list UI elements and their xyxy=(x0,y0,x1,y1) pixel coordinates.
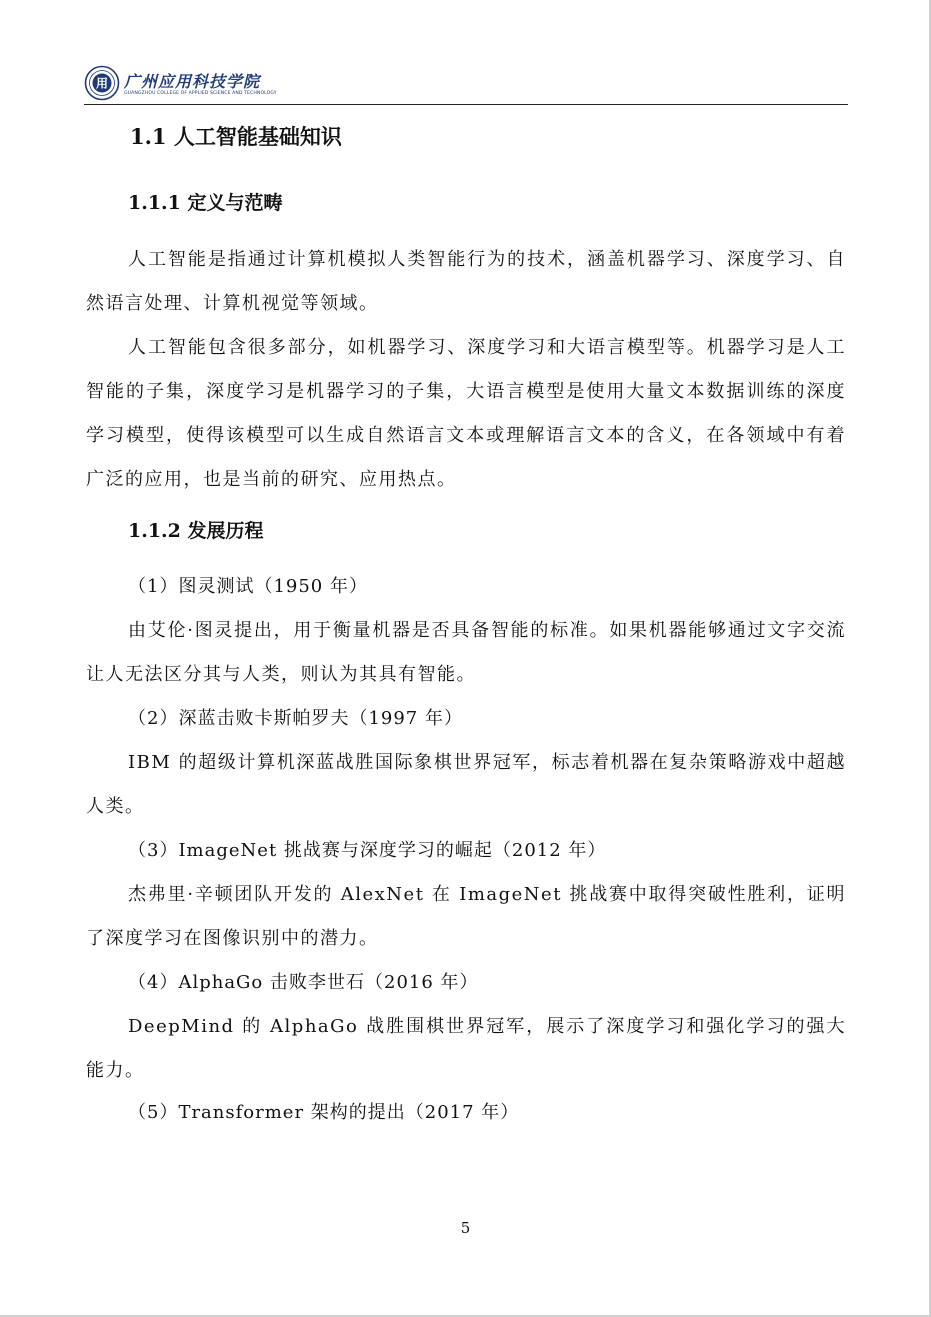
history-item-desc: 由艾伦·图灵提出，用于衡量机器是否具备智能的标准。如果机器能够通过文字交流让人无法区分其与人类，则认为其具有智能。 xyxy=(86,620,846,685)
section-heading: 1.1 人工智能基础知识 xyxy=(130,124,342,149)
header-rule xyxy=(84,104,848,105)
school-name-en: GUANGZHOU COLLEGE OF APPLIED SCIENCE AND TECHNOLOGY xyxy=(124,91,277,96)
history-item-desc: IBM 的超级计算机深蓝战胜国际象棋世界冠军，标志着机器在复杂策略游戏中超越人类。 xyxy=(86,752,846,817)
school-logo xyxy=(84,65,277,105)
history-item-desc: 杰弗里·辛顿团队开发的 AlexNet 在 ImageNet 挑战赛中取得突破性胜利，证明了深度学习在图像识别中的潜力。 xyxy=(86,884,846,949)
page-number: 5 xyxy=(460,1219,471,1237)
subsection-heading-definition: 1.1.1 定义与范畴 xyxy=(128,192,283,214)
paragraph-components: 人工智能包含很多部分，如机器学习、深度学习和大语言模型等。机器学习是人工智能的子集，深度学习是机器学习的子集，大语言模型是使用大量文本数据训练的深度学习模型，使得该模型可以生成自然语言文本或理解语言文本的含义，在各领域中有着广泛的应用，也是当前的研究、应用热点。 xyxy=(86,337,846,490)
history-item-desc: DeepMind 的 AlphaGo 战胜围棋世界冠军，展示了深度学习和强化学习的强大能力。 xyxy=(86,1016,846,1081)
subsection-heading-history: 1.1.2 发展历程 xyxy=(128,520,264,542)
school-name-cn: 广州应用科技学院 xyxy=(124,72,261,91)
paragraph-definition: 人工智能是指通过计算机模拟人类智能行为的技术，涵盖机器学习、深度学习、自然语言处理、计算机视觉等领域。 xyxy=(86,249,846,314)
history-item-title: （5）Transformer 架构的提出（2017 年） xyxy=(128,1102,520,1123)
history-item-title: （3）ImageNet 挑战赛与深度学习的崛起（2012 年） xyxy=(128,840,607,861)
history-item-title: （4）AlphaGo 击败李世石（2016 年） xyxy=(128,972,479,993)
history-item-title: （2）深蓝击败卡斯帕罗夫（1997 年） xyxy=(128,708,463,729)
history-item-title: （1）图灵测试（1950 年） xyxy=(128,576,368,597)
svg-text:用: 用 xyxy=(95,76,109,91)
school-seal-icon xyxy=(84,65,120,101)
